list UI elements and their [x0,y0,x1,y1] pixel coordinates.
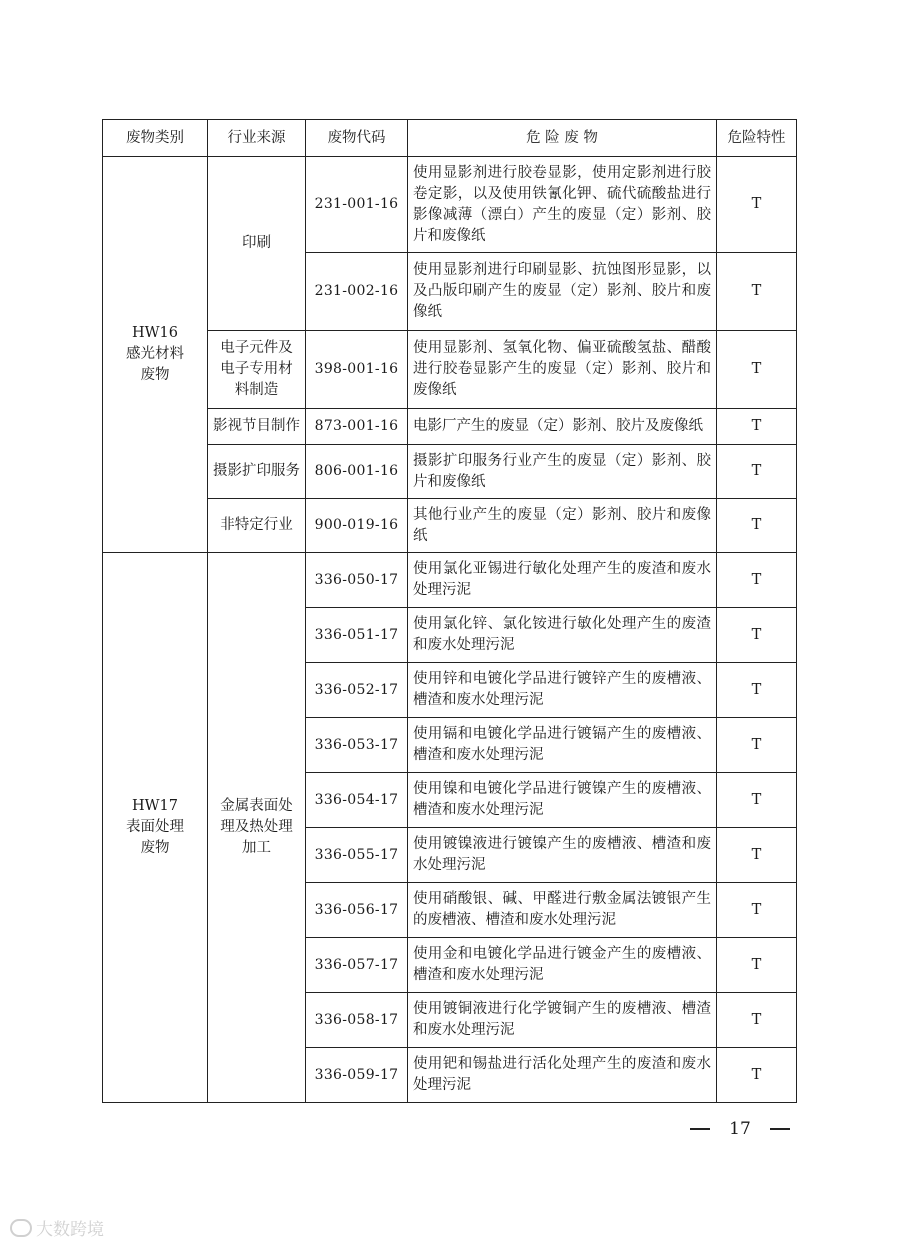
hazard-property-cell: T [717,331,797,409]
hazardous-waste-description-cell: 摄影扩印服务行业产生的废显（定）影剂、胶片和废像纸 [408,445,717,499]
page-number: 17 [729,1119,751,1139]
watermark-logo-icon [10,1219,32,1237]
waste-code-cell: 336-052-17 [306,663,408,718]
waste-code-cell: 900-019-16 [306,499,408,553]
hazardous-waste-description-cell: 使用显影剂进行印刷显影、抗蚀图形显影，以及凸版印刷产生的废显（定）影剂、胶片和废像纸 [408,253,717,331]
hazard-property-cell: T [717,499,797,553]
header-waste-code: 废物代码 [306,120,408,157]
industry-source-line: 非特定行业 [220,517,293,533]
hazardous-waste-description-cell: 使用钯和锡盐进行活化处理产生的废渣和废水处理污泥 [408,1048,717,1103]
waste-category-line: 废物 [140,840,170,856]
table-row [103,445,797,499]
industry-source-line: 电子专用材 [220,361,293,377]
hazard-property-cell: T [717,253,797,331]
industry-source-line: 加工 [242,840,271,856]
hazard-property-cell: T [717,1048,797,1103]
header-hazardous-waste: 危 险 废 物 [408,120,717,157]
waste-code-cell: 336-054-17 [306,773,408,828]
table-row [103,157,797,253]
page-footer [690,1117,790,1141]
industry-source-line: 印刷 [242,235,271,251]
waste-code-cell: 336-053-17 [306,718,408,773]
industry-source-cell [208,409,306,445]
table-row [103,499,797,553]
industry-source-line: 理及热处理 [220,819,293,835]
hazardous-waste-description-cell: 使用镀铜液进行化学镀铜产生的废槽液、槽渣和废水处理污泥 [408,993,717,1048]
waste-code-cell: 336-050-17 [306,553,408,608]
industry-source-cell [208,157,306,331]
waste-category-line: 表面处理 [126,819,184,835]
waste-code-cell: 336-057-17 [306,938,408,993]
table-row [103,331,797,409]
industry-source-line: 金属表面处 [220,798,293,814]
industry-source-cell [208,499,306,553]
table-row [103,553,797,608]
hazardous-waste-description-cell: 使用显影剂进行胶卷显影，使用定影剂进行胶卷定影，以及使用铁氰化钾、硫代硫酸盐进行影像减薄（漂白）产生的废显（定）影剂、胶片和废像纸 [408,157,717,253]
waste-code-cell: 336-056-17 [306,883,408,938]
hazard-property-cell: T [717,608,797,663]
hazard-property-cell: T [717,409,797,445]
waste-category-line: HW16 [132,325,178,341]
hazard-property-cell: T [717,718,797,773]
hazardous-waste-description-cell: 使用镀镍液进行镀镍产生的废槽液、槽渣和废水处理污泥 [408,828,717,883]
hazard-property-cell: T [717,445,797,499]
hazard-property-cell: T [717,883,797,938]
hazardous-waste-description-cell: 使用氯化锌、氯化铵进行敏化处理产生的废渣和废水处理污泥 [408,608,717,663]
hazardous-waste-table [102,119,797,1103]
industry-source-cell [208,553,306,1103]
industry-source-cell [208,331,306,409]
hazardous-waste-description-cell: 电影厂产生的废显（定）影剂、胶片及废像纸 [408,409,717,445]
header-waste-category: 废物类别 [103,120,208,157]
hazardous-waste-description-cell: 使用氯化亚锡进行敏化处理产生的废渣和废水处理污泥 [408,553,717,608]
hazard-property-cell: T [717,773,797,828]
watermark-text: 大数跨境 [36,1220,104,1240]
hazard-property-cell: T [717,553,797,608]
waste-category-line: HW17 [132,798,178,814]
waste-code-cell: 398-001-16 [306,331,408,409]
industry-source-line: 影视节目制作 [213,418,300,434]
waste-category-line: 感光材料 [126,346,184,362]
table-body [103,157,797,1103]
hazard-property-cell: T [717,828,797,883]
waste-code-cell: 336-055-17 [306,828,408,883]
industry-source-line: 电子元件及 [220,340,293,356]
watermark [10,1215,104,1240]
hazardous-waste-description-cell: 使用锌和电镀化学品进行镀锌产生的废槽液、槽渣和废水处理污泥 [408,663,717,718]
industry-source-line: 料制造 [234,382,279,398]
hazard-property-cell: T [717,993,797,1048]
table-row [103,409,797,445]
waste-code-cell: 336-058-17 [306,993,408,1048]
waste-category-cell [103,157,208,553]
hazardous-waste-description-cell: 使用镍和电镀化学品进行镀镍产生的废槽液、槽渣和废水处理污泥 [408,773,717,828]
hazardous-waste-description-cell: 使用显影剂、氢氧化物、偏亚硫酸氢盐、醋酸进行胶卷显影产生的废显（定）影剂、胶片和废像纸 [408,331,717,409]
hazardous-waste-description-cell: 使用镉和电镀化学品进行镀镉产生的废槽液、槽渣和废水处理污泥 [408,718,717,773]
industry-source-line: 摄影扩印服务 [213,463,300,479]
hazardous-waste-description-cell: 使用金和电镀化学品进行镀金产生的废槽液、槽渣和废水处理污泥 [408,938,717,993]
waste-code-cell: 873-001-16 [306,409,408,445]
table-header-row [103,120,797,157]
header-hazard-property: 危险特性 [717,120,797,157]
waste-category-cell [103,553,208,1103]
footer-dash-right [770,1128,790,1130]
hazardous-waste-description-cell: 使用硝酸银、碱、甲醛进行敷金属法镀银产生的废槽液、槽渣和废水处理污泥 [408,883,717,938]
waste-code-cell: 336-051-17 [306,608,408,663]
hazard-property-cell: T [717,938,797,993]
hazard-property-cell: T [717,157,797,253]
waste-code-cell: 231-002-16 [306,253,408,331]
waste-code-cell: 336-059-17 [306,1048,408,1103]
waste-code-cell: 231-001-16 [306,157,408,253]
waste-code-cell: 806-001-16 [306,445,408,499]
hazardous-waste-description-cell: 其他行业产生的废显（定）影剂、胶片和废像纸 [408,499,717,553]
hazard-property-cell: T [717,663,797,718]
header-industry-source: 行业来源 [208,120,306,157]
waste-category-line: 废物 [140,367,170,383]
industry-source-cell [208,445,306,499]
footer-dash-left [690,1128,710,1130]
